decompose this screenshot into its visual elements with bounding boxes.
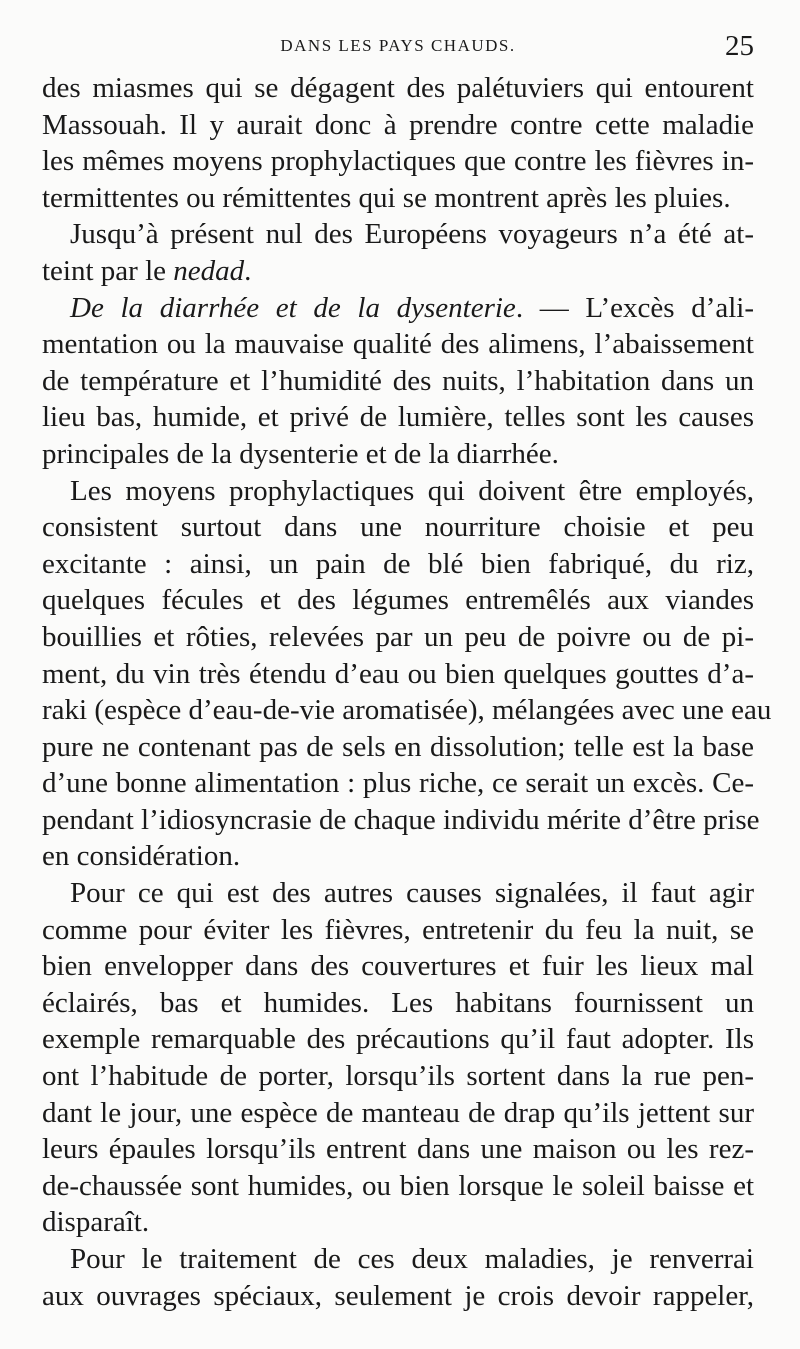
text-line	[42, 363, 754, 400]
text-line	[42, 180, 754, 217]
text-segment: Jusqu’à présent nul des Européens voyageurs n’a été at-	[70, 218, 754, 251]
text-line	[42, 1168, 754, 1205]
text-line	[42, 912, 754, 949]
text-segment: Les moyens prophylactiques qui doivent être employés,	[70, 474, 754, 507]
text-segment: mentation ou la mauvaise qualité des alimens, l’abaissement	[42, 328, 754, 361]
text-line	[42, 765, 754, 802]
text-segment: de-chaussée sont humides, ou bien lorsque le soleil baisse et	[42, 1169, 754, 1202]
page-number: 25	[725, 30, 754, 62]
running-title: DANS LES PAYS CHAUDS.	[280, 36, 516, 55]
text-line	[42, 326, 754, 363]
text-segment: termittentes ou rémittentes qui se montrent après les pluies.	[42, 181, 731, 214]
text-segment: raki (espèce d’eau-de-vie aromatisée), mélangées avec une eau	[42, 694, 772, 727]
text-segment: éclairés, bas et humides. Les habitans fournissent un	[42, 986, 754, 1019]
text-segment: bien envelopper dans des couvertures et fuir les lieux mal	[42, 950, 754, 983]
text-line	[42, 546, 754, 583]
text-line	[42, 107, 754, 144]
text-segment: comme pour éviter les fièvres, entretenir du feu la nuit, se	[42, 913, 754, 946]
text-segment: d’une bonne alimentation : plus riche, ce serait un excès. Ce-	[42, 767, 754, 800]
text-line	[42, 1058, 754, 1095]
text-segment: lieu bas, humide, et privé de lumière, telles sont les causes	[42, 401, 754, 434]
text-line	[42, 436, 754, 473]
text-line	[42, 729, 754, 766]
text-line	[42, 985, 754, 1022]
text-line	[42, 290, 754, 327]
text-line	[42, 838, 754, 875]
text-line	[42, 399, 754, 436]
text-segment: des miasmes qui se dégagent des palétuviers qui entourent	[42, 72, 754, 104]
text-segment: .	[244, 254, 252, 287]
text-segment: principales de la dysenterie et de la diarrhée.	[42, 437, 559, 470]
text-segment: aux ouvrages spéciaux, seulement je crois devoir rappeler,	[42, 1279, 754, 1312]
text-line	[42, 1131, 754, 1168]
text-segment: excitante : ainsi, un pain de blé bien fabriqué, du riz,	[42, 547, 754, 580]
italic-text-segment: De la diarrhée et de la dysenterie	[70, 291, 516, 324]
text-line	[42, 802, 760, 839]
text-line	[42, 1241, 754, 1278]
text-segment: exemple remarquable des précautions qu’il faut adopter. Ils	[42, 1023, 754, 1056]
text-segment: quelques fécules et des légumes entremêlés aux viandes	[42, 584, 754, 617]
text-line	[42, 1278, 754, 1315]
text-line	[42, 948, 754, 985]
text-segment: dant le jour, une espèce de manteau de drap qu’ils jettent sur	[42, 1096, 754, 1129]
text-segment: pendant l’idiosyncrasie de chaque individu mérite d’être prise	[42, 803, 760, 836]
text-line	[42, 509, 754, 546]
text-segment: disparaît.	[42, 1206, 150, 1239]
text-line	[42, 1095, 754, 1132]
text-line	[42, 1204, 754, 1241]
text-segment: en considération.	[42, 840, 241, 873]
running-header	[42, 30, 754, 70]
text-segment: bouillies et rôties, relevées par un peu de poivre ou de pi-	[42, 620, 754, 653]
text-segment: leurs épaules lorsqu’ils entrent dans une maison ou les rez-	[42, 1133, 754, 1166]
text-segment: Pour ce qui est des autres causes signalées, il faut agir	[70, 877, 754, 910]
body-text	[42, 70, 772, 1314]
text-line	[42, 619, 754, 656]
text-segment: ment, du vin très étendu d’eau ou bien quelques gouttes d’a-	[42, 657, 754, 690]
text-segment: Massouah. Il y aurait donc à prendre contre cette maladie	[42, 108, 754, 141]
text-segment: teint par le	[42, 254, 174, 287]
text-line	[42, 1021, 754, 1058]
text-line	[42, 70, 754, 107]
text-line	[42, 875, 754, 912]
text-segment: pure ne contenant pas de sels en dissolution; telle est la base	[42, 730, 754, 763]
text-segment: consistent surtout dans une nourriture choisie et peu	[42, 511, 754, 544]
text-segment: les mêmes moyens prophylactiques que contre les fièvres in-	[42, 145, 754, 178]
text-line	[42, 473, 754, 510]
text-line	[42, 216, 754, 253]
text-line	[42, 582, 754, 619]
text-segment: Pour le traitement de ces deux maladies, je renverrai	[70, 1243, 754, 1275]
text-line	[42, 253, 754, 290]
text-line	[42, 692, 772, 729]
text-segment: . — L’excès d’ali-	[515, 291, 754, 324]
text-segment: ont l’habitude de porter, lorsqu’ils sortent dans la rue pen-	[42, 1060, 754, 1093]
italic-text-segment: nedad	[173, 254, 245, 287]
text-line	[42, 143, 754, 180]
text-line	[42, 656, 754, 693]
text-segment: de température et l’humidité des nuits, l’habitation dans un	[42, 364, 754, 397]
